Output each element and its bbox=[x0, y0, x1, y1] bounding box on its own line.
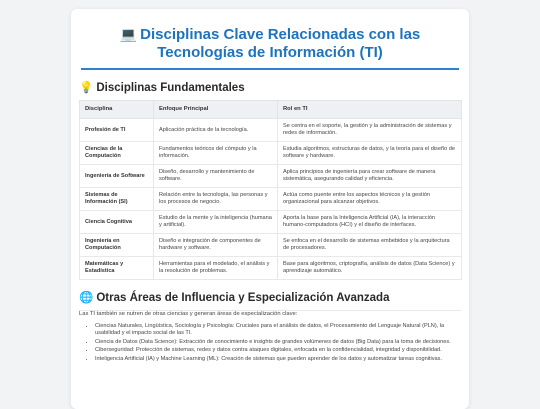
list-item: • Inteligencia Artificial (IA) y Machine Learning (ML): Creación de sistemas que pueden aprender de los datos y automatizar tareas cognitivas. bbox=[95, 356, 461, 363]
list-item: • Ciencia de Datos (Data Science): Extracción de conocimiento e insights de grandes volúmenes de datos (Big Data) para la toma de decisiones. bbox=[95, 339, 461, 346]
discipline-cell: Ingeniería de Software bbox=[80, 165, 154, 188]
table-row bbox=[80, 188, 462, 211]
table-row bbox=[80, 211, 462, 234]
table-header-row bbox=[80, 101, 462, 119]
column-header: Disciplina bbox=[80, 101, 154, 119]
focus-cell: Aplicación práctica de la tecnología. bbox=[154, 119, 278, 142]
focus-cell: Estudio de la mente y la inteligencia (humana y artificial). bbox=[154, 211, 278, 234]
discipline-cell: Profesión de TI bbox=[80, 119, 154, 142]
role-cell: Base para algoritmos, criptografía, análisis de datos (Data Science) y aprendizaje automático. bbox=[278, 257, 462, 280]
role-cell: Estudia algoritmos, estructuras de datos, y la teoría para el diseño de software y hardware. bbox=[278, 142, 462, 165]
role-cell: Se enfoca en el desarrollo de sistemas embebidos y la arquitectura de procesadores. bbox=[278, 234, 462, 257]
column-header: Enfoque Principal bbox=[154, 101, 278, 119]
section-heading-fundamentals: 💡 Disciplinas Fundamentales bbox=[79, 82, 245, 94]
section-heading-other-areas: 🌐 Otras Áreas de Influencia y Especialización Avanzada bbox=[79, 292, 390, 304]
table-row bbox=[80, 234, 462, 257]
section-intro: Las TI también se nutren de otras ciencias y generan áreas de especialización clave: bbox=[79, 311, 298, 317]
table-row bbox=[80, 119, 462, 142]
role-cell: Aporta la base para la Inteligencia Artificial (IA), la interacción humano-computadora (HCI) y el diseño de interfaces. bbox=[278, 211, 462, 234]
role-cell: Actúa como puente entre los aspectos técnicos y la gestión organizacional para alcanzar objetivos. bbox=[278, 188, 462, 211]
role-cell: Se centra en el soporte, la gestión y la administración de sistemas y redes de información. bbox=[278, 119, 462, 142]
role-cell: Aplica principios de ingeniería para crear software de manera sistemática, asegurando calidad y eficiencia. bbox=[278, 165, 462, 188]
focus-cell: Herramientas para el modelado, el análisis y la resolución de problemas. bbox=[154, 257, 278, 280]
lightbulb-icon: 💡 bbox=[79, 82, 94, 94]
column-header: Rol en TI bbox=[278, 101, 462, 119]
focus-cell: Diseño, desarrollo y mantenimiento de software. bbox=[154, 165, 278, 188]
disciplines-table bbox=[79, 100, 462, 280]
discipline-cell: Matemáticas y Estadística bbox=[80, 257, 154, 280]
table-row bbox=[80, 165, 462, 188]
computer-icon: 💻 bbox=[119, 26, 138, 42]
list-item: • Ciencias Naturales, Lingüística, Sociología y Psicología: Cruciales para el análisis de datos, el Procesamiento del Lenguaje Natural (PLN), la usabilidad y el impacto social de las TI. bbox=[95, 323, 461, 337]
list-item: • Ciberseguridad: Protección de sistemas, redes y datos contra ataques digitales, enfocada en la confidencialidad, integridad y disponibilidad. bbox=[95, 347, 461, 354]
focus-cell: Fundamentos teóricos del cómputo y la información. bbox=[154, 142, 278, 165]
table-row bbox=[80, 257, 462, 280]
discipline-cell: Sistemas de Información (SI) bbox=[80, 188, 154, 211]
page-title: 💻 Disciplinas Clave Relacionadas con las Tecnologías de Información (TI) bbox=[81, 25, 459, 70]
globe-icon: 🌐 bbox=[79, 292, 94, 304]
discipline-cell: Ciencia Cognitiva bbox=[80, 211, 154, 234]
table-row bbox=[80, 142, 462, 165]
specialization-list bbox=[89, 323, 461, 363]
discipline-cell: Ciencias de la Computación bbox=[80, 142, 154, 165]
content-card bbox=[71, 9, 469, 409]
discipline-cell: Ingeniería en Computación bbox=[80, 234, 154, 257]
focus-cell: Diseño e integración de componentes de hardware y software. bbox=[154, 234, 278, 257]
focus-cell: Relación entre la tecnología, las personas y los procesos de negocio. bbox=[154, 188, 278, 211]
